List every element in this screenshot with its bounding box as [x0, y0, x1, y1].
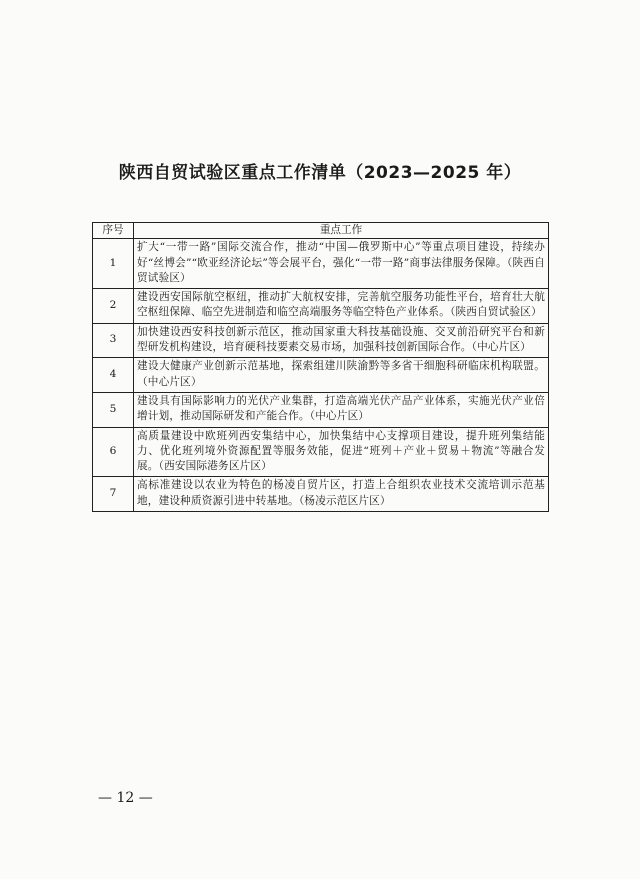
row-task-text: 建设大健康产业创新示范基地，探索组建川陕渝黔等多省干细胞科研临床机构联盟。（中心片区）: [134, 358, 549, 393]
row-task-text: 高标准建设以农业为特色的杨凌自贸片区，打造上合组织农业技术交流培训示范基地，建设种质资源引进中转基地。（杨凌示范区片区）: [134, 477, 549, 512]
table-row: [93, 358, 549, 393]
page-title: 陕西自贸试验区重点工作清单（2023—2025 年）: [118, 163, 522, 183]
header-task: 重点工作: [134, 223, 549, 239]
header-number: 序号: [93, 223, 134, 239]
row-number: 7: [93, 477, 134, 512]
table-row: [93, 392, 549, 427]
row-task-text: 高质量建设中欧班列西安集结中心，加快集结中心支撑项目建设，提升班列集结能力、优化班列境外资源配置等服务效能，促进“班列＋产业＋贸易＋物流”等融合发展。（西安国际港务区片区）: [134, 427, 549, 477]
row-task-text: 建设西安国际航空枢纽，推动扩大航权安排，完善航空服务功能性平台，培育壮大航空枢纽保障、临空先进制造和临空高端服务等临空特色产业体系。（陕西自贸试验区）: [134, 289, 549, 324]
row-number: 3: [93, 323, 134, 358]
table-row: [93, 239, 549, 289]
work-list-table: [92, 222, 549, 512]
page-number: — 12 —: [98, 790, 153, 806]
row-number: 6: [93, 427, 134, 477]
row-number: 5: [93, 392, 134, 427]
table-row: [93, 323, 549, 358]
row-task-text: 加快建设西安科技创新示范区，推动国家重大科技基础设施、交叉前沿研究平台和新型研发机构建设，培育硬科技要素交易市场，加强科技创新国际合作。（中心片区）: [134, 323, 549, 358]
table-header-row: [93, 223, 549, 239]
table-row: [93, 477, 549, 512]
row-number: 2: [93, 289, 134, 324]
row-number: 4: [93, 358, 134, 393]
row-number: 1: [93, 239, 134, 289]
row-task-text: 扩大“一带一路”国际交流合作，推动“中国—俄罗斯中心”等重点项目建设，持续办好“丝博会”“欧亚经济论坛”等会展平台，强化“一带一路”商事法律服务保障。（陕西自贸试验区）: [134, 239, 549, 289]
row-task-text: 建设具有国际影响力的光伏产业集群，打造高端光伏产品产业体系，实施光伏产业倍增计划，推动国际研发和产能合作。（中心片区）: [134, 392, 549, 427]
table-row: [93, 427, 549, 477]
table-row: [93, 289, 549, 324]
